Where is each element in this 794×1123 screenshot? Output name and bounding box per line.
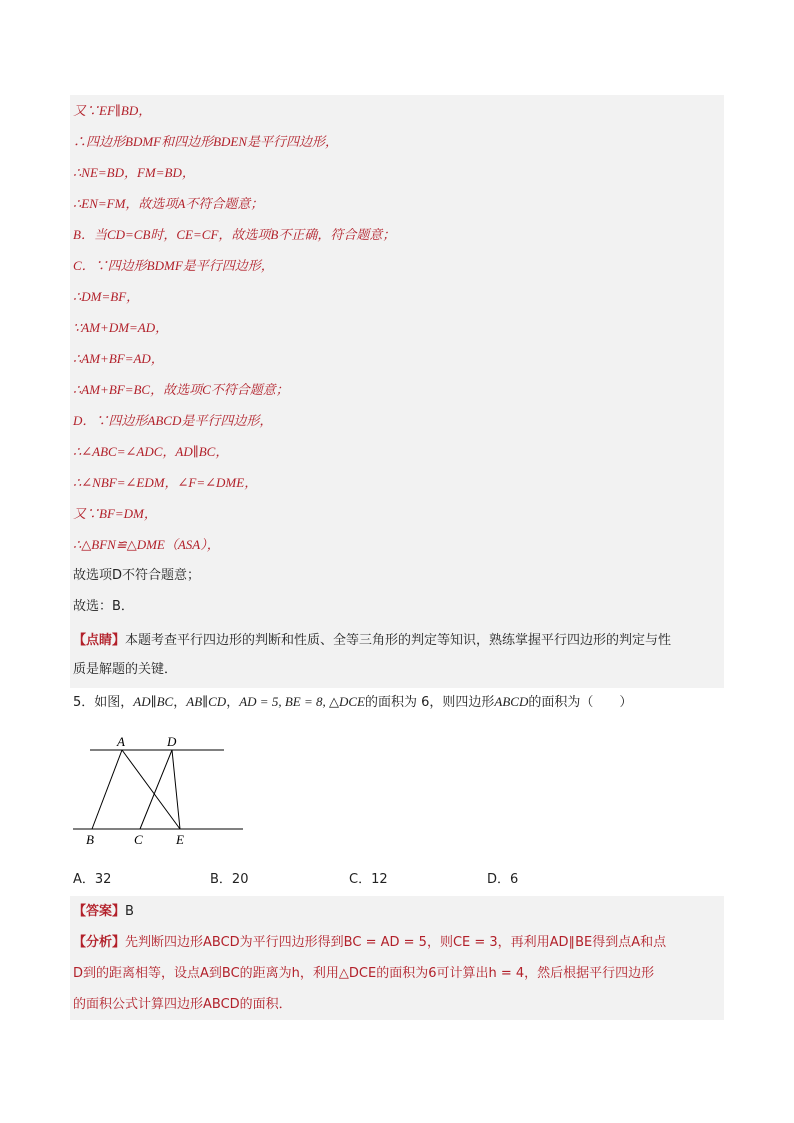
solution-line: ∴NE=BD，FM=BD， — [73, 165, 195, 180]
solution-line: ∴四边形BDMF和四边形BDEN是平行四边形， — [73, 134, 339, 149]
solution-line: B．当CD=CB时，CE=CF，故选项B不正确，符合题意； — [73, 227, 396, 242]
segment-AE — [122, 750, 180, 829]
segment-DC — [140, 750, 172, 829]
solution-line: ∴EN=FM，故选项A不符合题意； — [73, 196, 264, 211]
label-B: B — [86, 832, 94, 847]
solution-line: D．∵四边形ABCD是平行四边形， — [73, 413, 273, 428]
solution-line: ∴∠NBF=∠EDM，∠F=∠DME， — [73, 475, 258, 490]
solution-line: C．∵四边形BDMF是平行四边形， — [73, 258, 274, 273]
option-a: A．32 — [73, 872, 112, 887]
answer-line: 【答案】B — [73, 904, 134, 919]
analysis-line1: 【分析】先判断四边形ABCD为平行四边形得到BC = AD = 5，则CE = 3，再利用AD∥BE得到点A和点 — [73, 935, 667, 950]
answer-tag: 【答案】 — [73, 904, 126, 919]
analysis-line2: D到的距离相等，设点A到BC的距离为h，利用△DCE的面积为6可计算出h = 4，然后根据平行四边形 — [73, 966, 655, 981]
label-A: A — [117, 734, 125, 749]
solution-line: ∴DM=BF， — [73, 289, 140, 304]
label-E: E — [176, 832, 184, 847]
solution-line: ∴∠ABC=∠ADC，AD∥BC， — [73, 444, 229, 459]
question-5: 5．如图，AD∥BC，AB∥CD，AD = 5, BE = 8, △DCE的面积为 6，则四边形ABCD的面积为（ ） — [73, 694, 633, 710]
analysis-tag: 【分析】 — [73, 935, 126, 950]
solution-line: 又∵BF=DM， — [73, 506, 157, 521]
dianjing-line1: 【点睛】本题考查平行四边形的判断和性质、全等三角形的判定等知识，熟练掌握平行四边形的判定与性 — [73, 633, 672, 648]
solution-line: ∴AM+BF=BC，故选项C不符合题意； — [73, 382, 289, 397]
solution-line: ∴△BFN≌△DME（ASA）， — [73, 537, 220, 552]
segment-DE — [172, 750, 180, 829]
solution-line: ∵AM+DM=AD， — [73, 320, 169, 335]
solution-line: 故选：B． — [73, 599, 134, 614]
dianjing-line2: 质是解题的关键． — [73, 662, 178, 677]
label-D: D — [167, 734, 177, 749]
segment-AB — [92, 750, 122, 829]
label-C: C — [134, 832, 143, 847]
dianjing-tag: 【点睛】 — [73, 633, 126, 648]
solution-line: ∴AM+BF=AD， — [73, 351, 164, 366]
option-b: B．20 — [210, 872, 249, 887]
analysis-line3: 的面积公式计算四边形ABCD的面积． — [73, 997, 292, 1012]
option-c: C．12 — [349, 872, 388, 887]
solution-line: 又∵EF∥BD， — [73, 103, 152, 118]
option-d: D．6 — [487, 872, 519, 887]
solution-line: 故选项D不符合题意； — [73, 568, 201, 583]
